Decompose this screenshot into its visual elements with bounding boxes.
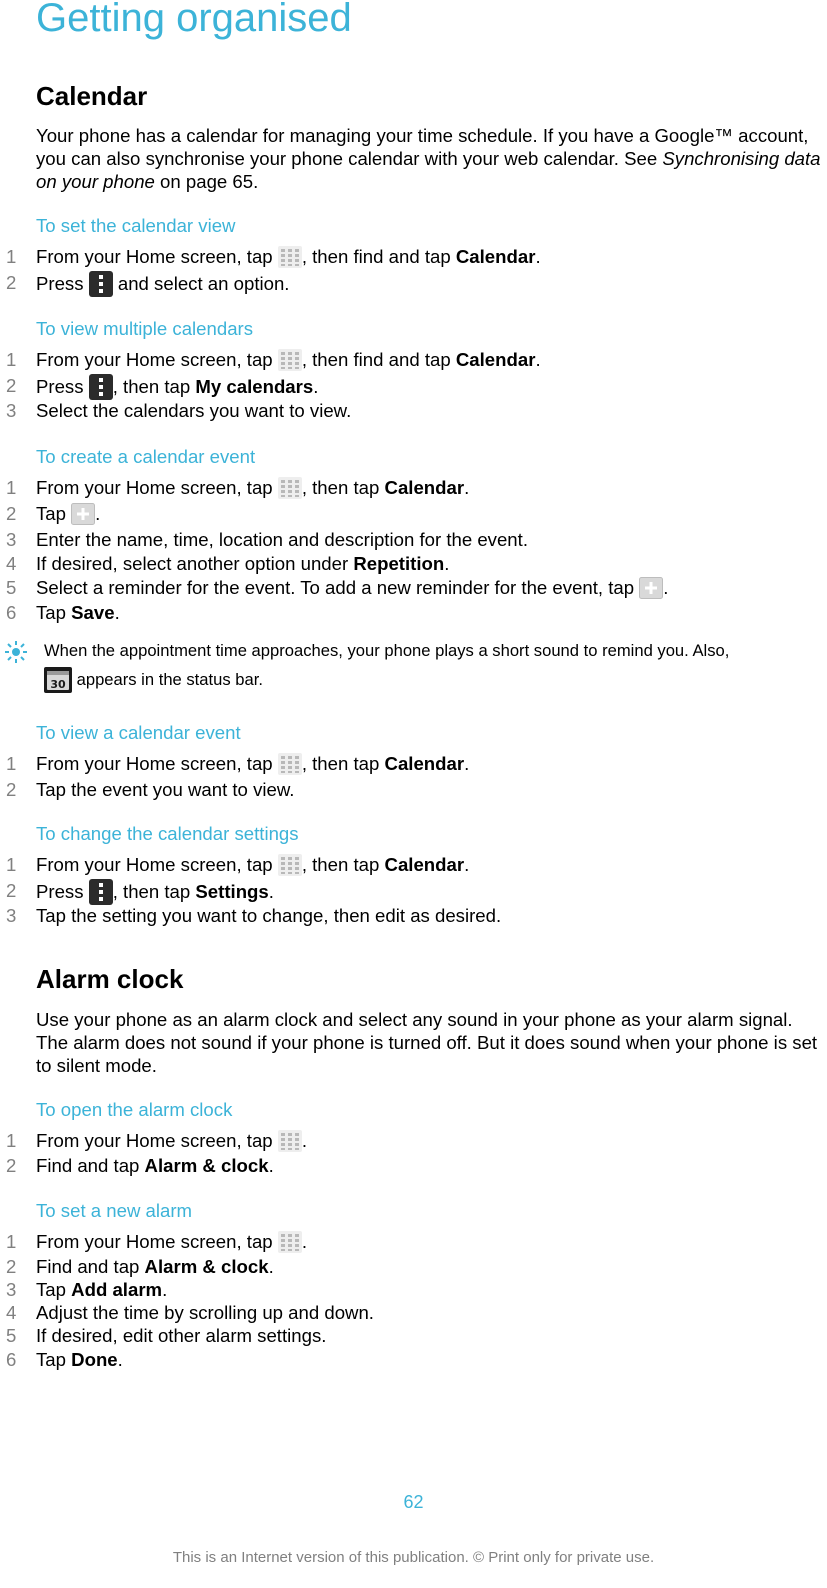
procedure-title-view-event: To view a calendar event [36,722,241,743]
procedure-title-multiple-calendars: To view multiple calendars [36,318,254,339]
cross-reference-link[interactable]: Synchronising data on your phone [36,148,821,192]
calendar-intro: Your phone has a calendar for managing your time schedule. If you have a Google™ account, you can also synchronise your phone calendar with your web calendar. See Synchronising data on your phone on page 65. [36,125,821,192]
lightbulb-icon [4,640,28,664]
calendar-heading: Calendar [36,81,148,111]
menu-icon [89,374,113,400]
apps-grid-icon [278,477,302,499]
list-item: 1 From your Home screen, tap . [6,1231,307,1252]
procedure-title-new-alarm: To set a new alarm [36,1200,193,1221]
list-item: 1 From your Home screen, tap , then find and tap Calendar. [6,246,541,267]
list-item: 6 Tap Save. [6,602,120,623]
list-item: 5 If desired, edit other alarm settings. [6,1325,327,1346]
procedure-title-create-event: To create a calendar event [36,446,256,467]
apps-grid-icon [278,753,302,775]
tip-note: When the appointment time approaches, your phone plays a short sound to remind you. Also, 30 appears in the status bar. [0,640,827,700]
list-item: 2 Find and tap Alarm & clock. [6,1256,274,1277]
menu-icon [89,271,113,297]
list-item: 2 Find and tap Alarm & clock. [6,1155,274,1176]
alarm-clock-heading: Alarm clock [36,964,184,994]
procedure-title-open-alarm: To open the alarm clock [36,1099,233,1120]
procedure-title-set-view: To set the calendar view [36,215,236,236]
footer-note: This is an Internet version of this publication. © Print only for private use. [172,1549,655,1566]
list-item: 6 Tap Done. [6,1349,123,1370]
procedure-title-calendar-settings: To change the calendar settings [36,823,299,844]
list-item: 2 Press , then tap My calendars. [0,374,827,398]
list-item: 2 Press and select an option. [0,271,827,295]
add-icon [71,503,95,525]
add-icon [639,577,663,599]
list-item: 3 Tap the setting you want to change, then edit as desired. [6,905,502,926]
calendar-notification-icon [44,667,72,693]
list-item: 1 From your Home screen, tap , then find and tap Calendar. [6,349,541,370]
list-item: 2 Press , then tap Settings. [0,879,827,903]
page-number: 62 [403,1492,424,1512]
alarm-intro: Use your phone as an alarm clock and select any sound in your phone as your alarm signal. The alarm does not sound if your phone is turned off. But it does sound when your phone is set to silent mode. [36,1009,818,1076]
apps-grid-icon [278,1231,302,1253]
apps-grid-icon [278,246,302,268]
apps-grid-icon [278,1130,302,1152]
apps-grid-icon [278,349,302,371]
list-item: 3 Select the calendars you want to view. [6,400,352,421]
list-item: 2 Tap . [6,503,101,524]
list-item: 1 From your Home screen, tap , then tap Calendar. [6,477,470,498]
list-item: 4 Adjust the time by scrolling up and down. [6,1302,374,1323]
svg-text:30: 30 [50,678,66,691]
menu-icon [89,879,113,905]
list-item: 1 From your Home screen, tap , then tap Calendar. [6,854,470,875]
list-item: 3 Tap Add alarm. [6,1279,168,1300]
list-item: 2 Tap the event you want to view. [6,779,295,800]
page-title: Getting organised [36,0,352,40]
list-item: 1 From your Home screen, tap , then tap Calendar. [6,753,470,774]
apps-grid-icon [278,854,302,876]
list-item: 3 Enter the name, time, location and description for the event. [6,529,528,550]
list-item: 4 If desired, select another option under Repetition. [6,553,450,574]
list-item: 1 From your Home screen, tap . [6,1130,307,1151]
list-item: 5 Select a reminder for the event. To add a new reminder for the event, tap . [6,577,669,598]
